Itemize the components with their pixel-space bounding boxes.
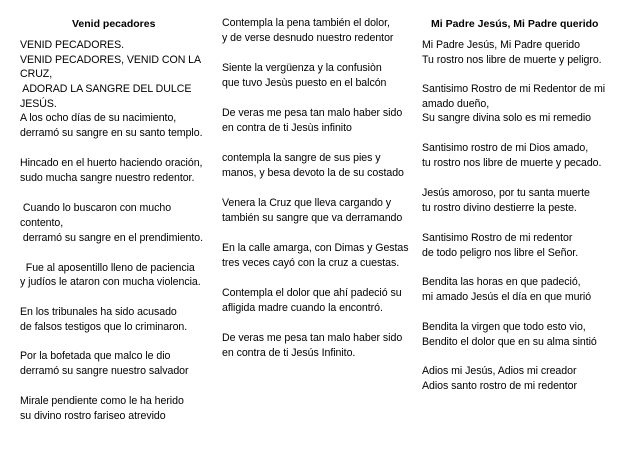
verse-line: y judíos le ataron con mucha violencia. bbox=[20, 276, 201, 288]
verse-line: mi amado Jesús el día en que murió bbox=[422, 291, 592, 303]
verse-line: afligida madre cuando la encontró. bbox=[222, 302, 383, 314]
verse-line: derramó su sangre en su santo templo. bbox=[20, 127, 203, 139]
verse-line: y de verse desnudo nuestro redentor bbox=[222, 32, 394, 44]
verse-line: Cuando lo buscaron con mucho bbox=[20, 202, 172, 214]
verse-line: Bendita la virgen que todo esto vio, bbox=[422, 321, 586, 333]
verse-line: Contempla el dolor que ahí padeció su bbox=[222, 287, 402, 299]
verse-line: Santisimo rostro de mi Dios amado, bbox=[422, 142, 589, 154]
verse-line: en contra de ti Jesús Infinito. bbox=[222, 347, 356, 359]
verse-line: tu rostro nos libre de muerte y pecado. bbox=[422, 157, 602, 169]
verse-line: que tuvo Jesùs puesto en el balcón bbox=[222, 77, 387, 89]
verse-line: De veras me pesa tan malo haber sido bbox=[222, 107, 403, 119]
verse-line: VENID PECADORES, VENID CON LA bbox=[20, 54, 202, 66]
column-1-title: Venid pecadores bbox=[72, 18, 156, 30]
verse-line: manos, y besa devoto la de su costado bbox=[222, 167, 404, 179]
verse-line: Por la bofetada que malco le dio bbox=[20, 350, 171, 362]
verse-line: Tu rostro nos libre de muerte y peligro. bbox=[422, 54, 602, 66]
verse-line: contento, bbox=[20, 217, 64, 229]
column-3-title: Mi Padre Jesús, Mi Padre querido bbox=[431, 18, 599, 30]
verse-line: Bendito el dolor que en su alma sintió bbox=[422, 336, 597, 348]
verse-line: amado dueño, bbox=[422, 98, 490, 110]
verse-line: Adios mi Jesús, Adios mi creador bbox=[422, 365, 577, 377]
verse-line: su divino rostro fariseo atrevido bbox=[20, 410, 166, 422]
verse-line: Fue al aposentillo lleno de paciencia bbox=[20, 262, 195, 274]
verse-line: derramó su sangre nuestro salvador bbox=[20, 365, 189, 377]
verse-line: tres veces cayó con la cruz a cuestas. bbox=[222, 257, 400, 269]
verse-line: Mi Padre Jesús, Mi Padre querido bbox=[422, 39, 580, 51]
verse-line: Su sangre divina solo es mi remedio bbox=[422, 112, 592, 124]
verse-line: Mirale pendiente como le ha herido bbox=[20, 395, 184, 407]
verse-line: tu rostro divino destierre la peste. bbox=[422, 202, 577, 214]
verse-line: contempla la sangre de sus pies y bbox=[222, 152, 381, 164]
verse-line: En la calle amarga, con Dimas y Gestas bbox=[222, 242, 409, 254]
verse-line: Santisimo Rostro de mi Redentor de mi bbox=[422, 83, 606, 95]
verse-line: derramó su sangre en el prendimiento. bbox=[20, 232, 204, 244]
verse-line: De veras me pesa tan malo haber sido bbox=[222, 332, 403, 344]
verse-line: en contra de ti Jesùs infinito bbox=[222, 122, 352, 134]
verse-line: Venera la Cruz que lleva cargando y bbox=[222, 197, 392, 209]
verse-line: Contempla la pena también el dolor, bbox=[222, 17, 390, 29]
verse-line: En los tribunales ha sido acusado bbox=[20, 306, 177, 318]
verse-line: también su sangre que va derramando bbox=[222, 212, 403, 224]
verse-line: JESÚS. bbox=[20, 98, 57, 110]
verse-line: Adios santo rostro de mi redentor bbox=[422, 380, 577, 392]
verse-line: Siente la vergüenza y la confusiòn bbox=[222, 62, 382, 74]
verse-line: A los ocho días de su nacimiento, bbox=[20, 112, 177, 124]
verse-line: Hincado en el huerto haciendo oración, bbox=[20, 157, 203, 169]
verse-line: de falsos testigos que lo criminaron. bbox=[20, 321, 188, 333]
verse-line: sudo mucha sangre nuestro redentor. bbox=[20, 172, 195, 184]
verse-line: ADORAD LA SANGRE DEL DULCE bbox=[20, 83, 192, 95]
verse-line: Bendita las horas en que padeció, bbox=[422, 276, 581, 288]
verse-line: VENID PECADORES. bbox=[20, 39, 124, 51]
verse-line: Jesús amoroso, por tu santa muerte bbox=[422, 187, 590, 199]
verse-line: CRUZ, bbox=[20, 68, 53, 80]
verse-line: de todo peligro nos libre el Señor. bbox=[422, 247, 579, 259]
verse-line: Santisimo Rostro de mi redentor bbox=[422, 232, 573, 244]
